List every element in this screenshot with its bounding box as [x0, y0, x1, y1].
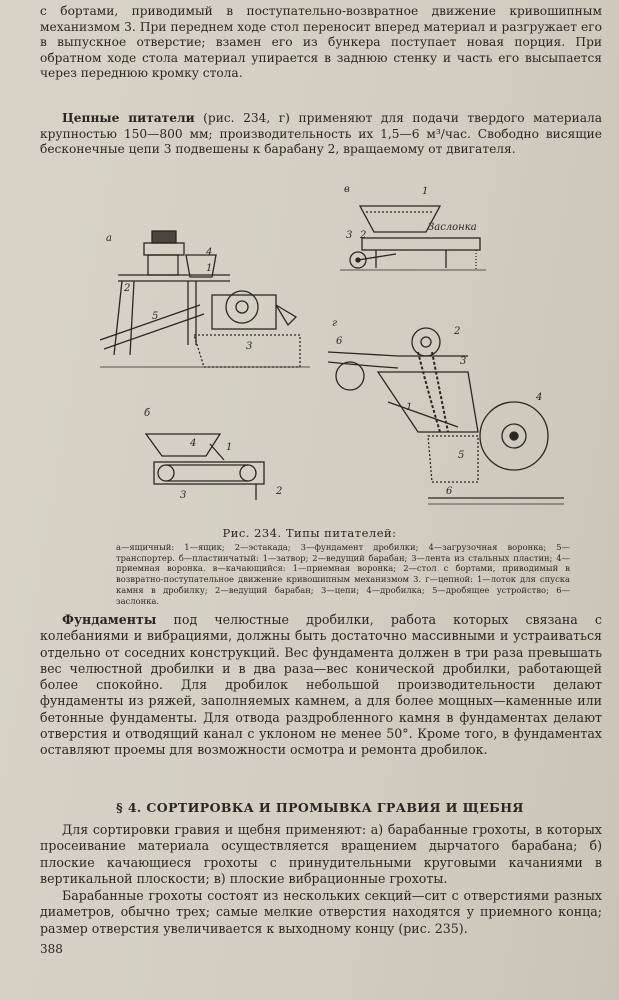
paragraph-foundations-text: под челюстные дробилки, работа которых связана с колебаниями и вибрациями, должны быть достаточно массивными и устраиваться отдельно от соседних конструкций. Вес фундамента должен в три раза превышать вес челюстной дробилки и в два раза—вес конической дробилки, работающей более спокойно. Для дробилок небольшой производительности делают фундаменты из ряжей, заполняемых камнем, а для более мощных—каменные или бетонные фундаменты. Для отвода раздробленного камня в фундаментах делают отверстия и отводящий канал с уклоном не менее 50°. Кроме того, в фундаментах оставляют проемы для возможности осмотра и ремонта дробилок. [40, 612, 602, 758]
figure-g-label-1: 1 [406, 402, 413, 413]
figure-b-label: б [144, 408, 151, 419]
figure-g-label-6b: 6 [446, 486, 453, 497]
figure-g-label: г [332, 318, 338, 329]
figure-a-label-1: 1 [206, 263, 213, 274]
figure-g-chain-feeder [328, 312, 568, 512]
figure-a-label-3: 3 [246, 341, 253, 352]
figure-a-label-5: 5 [152, 311, 159, 322]
figure-b-label-4: 4 [190, 438, 197, 449]
section-heading: § 4. СОРТИРОВКА И ПРОМЫВКА ГРАВИЯ И ЩЕБНЯ [116, 800, 524, 815]
paragraph-chain-feeder [40, 111, 602, 158]
figure-v-label-3: 3 [346, 230, 353, 241]
figure-g-label-6: 6 [336, 336, 343, 347]
figure-a-label: а [106, 233, 112, 244]
figure-b-label-2: 2 [276, 486, 283, 497]
figure-b-label-3: 3 [180, 490, 187, 501]
figure-caption: Рис. 234. Типы питателей: [222, 526, 397, 540]
paragraph-sorting: Для сортировки гравия и щебня применяют: а) барабанные грохоты, в которых просеивание материала осуществляется вращением дырчатого барабана; б) плоские качающиеся грохоты с принудительными круговыми качаниями в вертикальной плоскости; в) плоские вибрационные грохоты. [40, 822, 602, 886]
figure-g-label-5: 5 [458, 450, 465, 461]
figure-g-label-2: 2 [454, 326, 461, 337]
figure-v-oscillating-feeder [336, 182, 496, 277]
figure-b-label-1: 1 [226, 442, 233, 453]
figure-v-label-2: 2 [360, 230, 367, 241]
paragraph-foundations [40, 612, 602, 759]
figure-a-label-4: 4 [206, 247, 213, 258]
figure-g-label-3: 3 [460, 356, 467, 367]
figure-a-box-feeder [100, 225, 310, 375]
term-chain-feeders: Цепные питатели [62, 111, 195, 125]
figure-b-plate-feeder [140, 404, 290, 504]
term-foundations: Фундаменты [62, 612, 157, 627]
figure-v-label: в [344, 184, 350, 195]
figure-legend: а—ящичный: 1—ящик; 2—эстакада; 3—фундамент дробилки; 4—загрузочная воронка; 5—транспортер. б—пластинчатый: 1—затвор; 2—ведущий барабан; 3—лента из стальных пластин; 4—приемная воронка. в—качающийся: 1—приемная воронка; 2—стол с бортами, приводимый в возвратно-поступательное движение кривошипным механизмом 3. г—цепной: 1—лоток для спуска камня в дробилку; 2—ведущий барабан; 3—цепи; 4—дробилка; 5—дробящее устройство; 6—заслонка. [116, 542, 570, 606]
figure-g-label-4: 4 [536, 392, 543, 403]
page-number: 388 [40, 942, 63, 956]
figure-v-label-1: 1 [422, 186, 429, 197]
paragraph-drum-screens: Барабанные грохоты состоят из нескольких секций—сит с отверстиями разных диаметров, обычно трех; самые мелкие отверстия находятся у приемного конца; размер отверстия увеличивается к выходному концу (рис. 235). [40, 888, 602, 936]
paragraph-table-feeder: с бортами, приводимый в поступательно-возвратное движение кривошипным механизмом 3. При переднем ходе стол переносит вперед материал и разгружает его в выпускное отверстие; взамен его из бункера поступает новая порция. При обратном ходе стола материал упирается в заднюю стенку и часть его высыпается через переднюю кромку стола. [40, 4, 602, 81]
figure-a-label-2: 2 [124, 283, 131, 294]
paragraph-chain-feeder-text: (рис. 234, г) применяют для подачи твердого материала крупностью 150—800 мм; производительность их 1,5—6 м³/час. Свободно висящие бесконечные цепи 3 подвешены к барабану 2, вращаемому от двигателя. [40, 111, 603, 157]
figure-v-zaslonka: Заслонка [428, 222, 477, 233]
